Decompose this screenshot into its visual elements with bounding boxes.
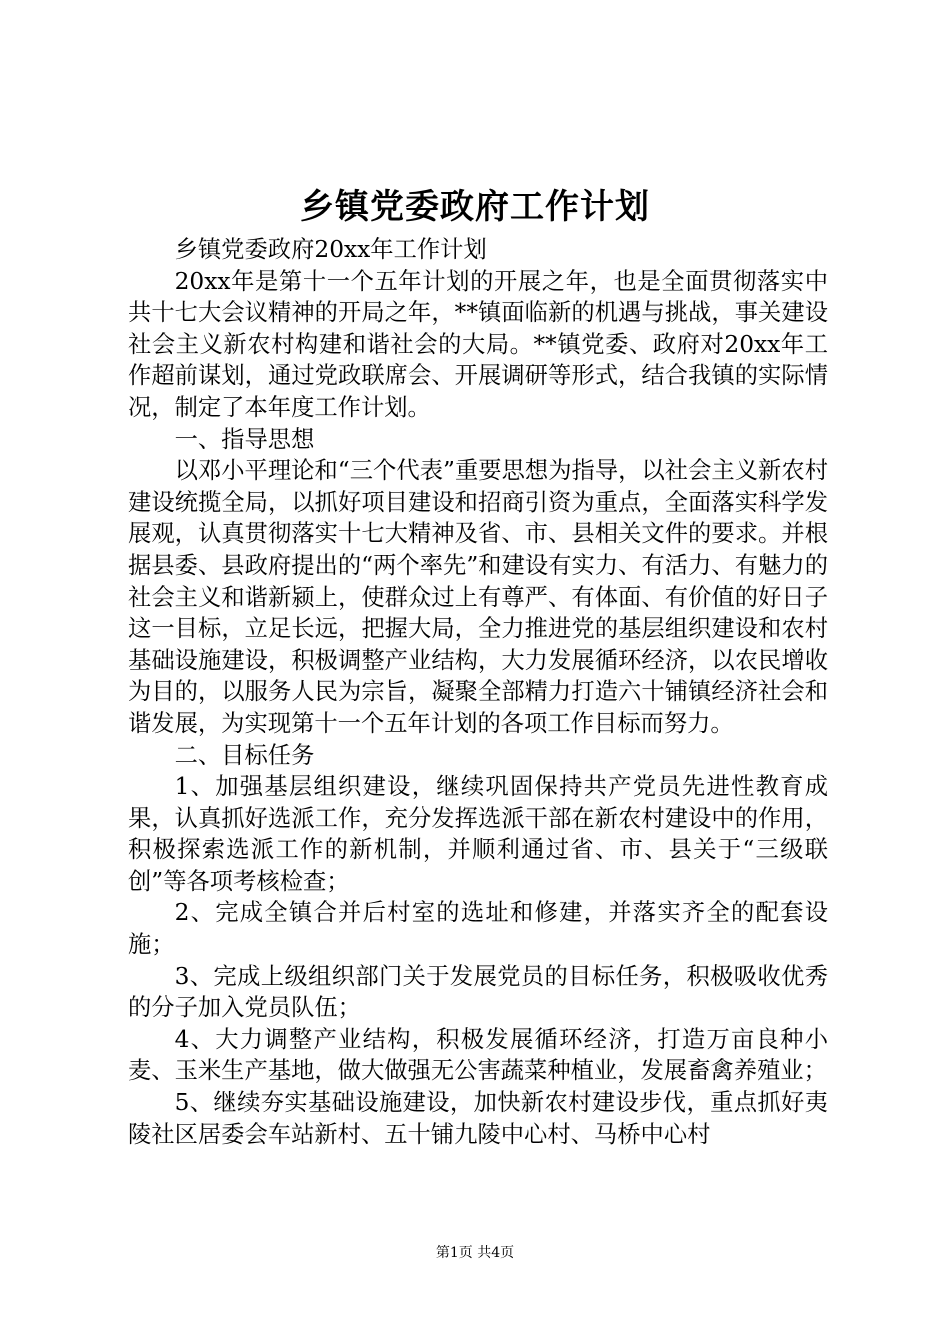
goal-item-1: 1、加强基层组织建设，继续巩固保持共产党员先进性教育成果，认真抓好选派工作，充分发挥选派干部在新农村建设中的作用，积极探索选派工作的新机制，并顺利通过省、市、县关于“三级联创”等各项考核检查； <box>128 773 828 895</box>
goal-item-5: 5、继续夯实基础设施建设，加快新农村建设步伐，重点抓好夷陵社区居委会车站新村、五十铺九陵中心村、马桥中心村 <box>128 1089 828 1148</box>
goal-item-4: 4、大力调整产业结构，积极发展循环经济，打造万亩良种小麦、玉米生产基地，做大做强无公害蔬菜种植业，发展畜禽养殖业； <box>128 1025 828 1085</box>
section-heading-guiding-ideology: 一、指导思想 <box>174 425 315 453</box>
goal-item-2: 2、完成全镇合并后村室的选址和修建，并落实齐全的配套设施； <box>128 899 828 959</box>
page-footer: 第1页 共4页 <box>435 1245 515 1261</box>
intro-paragraph: 20xx年是第十一个五年计划的开展之年，也是全面贯彻落实中共十七大会议精神的开局之年，**镇面临新的机遇与挑战，事关建设社会主义新农村构建和谐社会的大局。**镇党委、政府对20xx年工作超前谋划，通过党政联席会、开展调研等形式，结合我镇的实际情况，制定了本年度工作计划。 <box>128 267 828 421</box>
document-body <box>128 234 828 1150</box>
document-title: 乡镇党委政府工作计划 <box>300 187 650 227</box>
goal-item-3: 3、完成上级组织部门关于发展党员的目标任务，积极吸收优秀的分子加入党员队伍； <box>128 962 828 1022</box>
subtitle-paragraph: 乡镇党委政府20xx年工作计划 <box>174 236 487 263</box>
guiding-ideology-paragraph: 以邓小平理论和“三个代表”重要思想为指导，以社会主义新农村建设统揽全局，以抓好项目建设和招商引资为重点，全面落实科学发展观，认真贯彻落实十七大精神及省、市、县相关文件的要求。并根据县委、县政府提出的“两个率先”和建设有实力、有活力、有魅力的社会主义和谐新颍上，使群众过上有尊严、有体面、有价值的好日子这一目标，立足长远，把握大局，全力推进党的基层组织建设和农村基础设施建设，积极调整产业结构，大力发展循环经济，以农民增收为目的，以服务人民为宗旨，凝聚全部精力打造六十铺镇经济社会和谐发展，为实现第十一个五年计划的各项工作目标而努力。 <box>128 457 828 737</box>
section-heading-goals: 二、目标任务 <box>174 741 315 769</box>
